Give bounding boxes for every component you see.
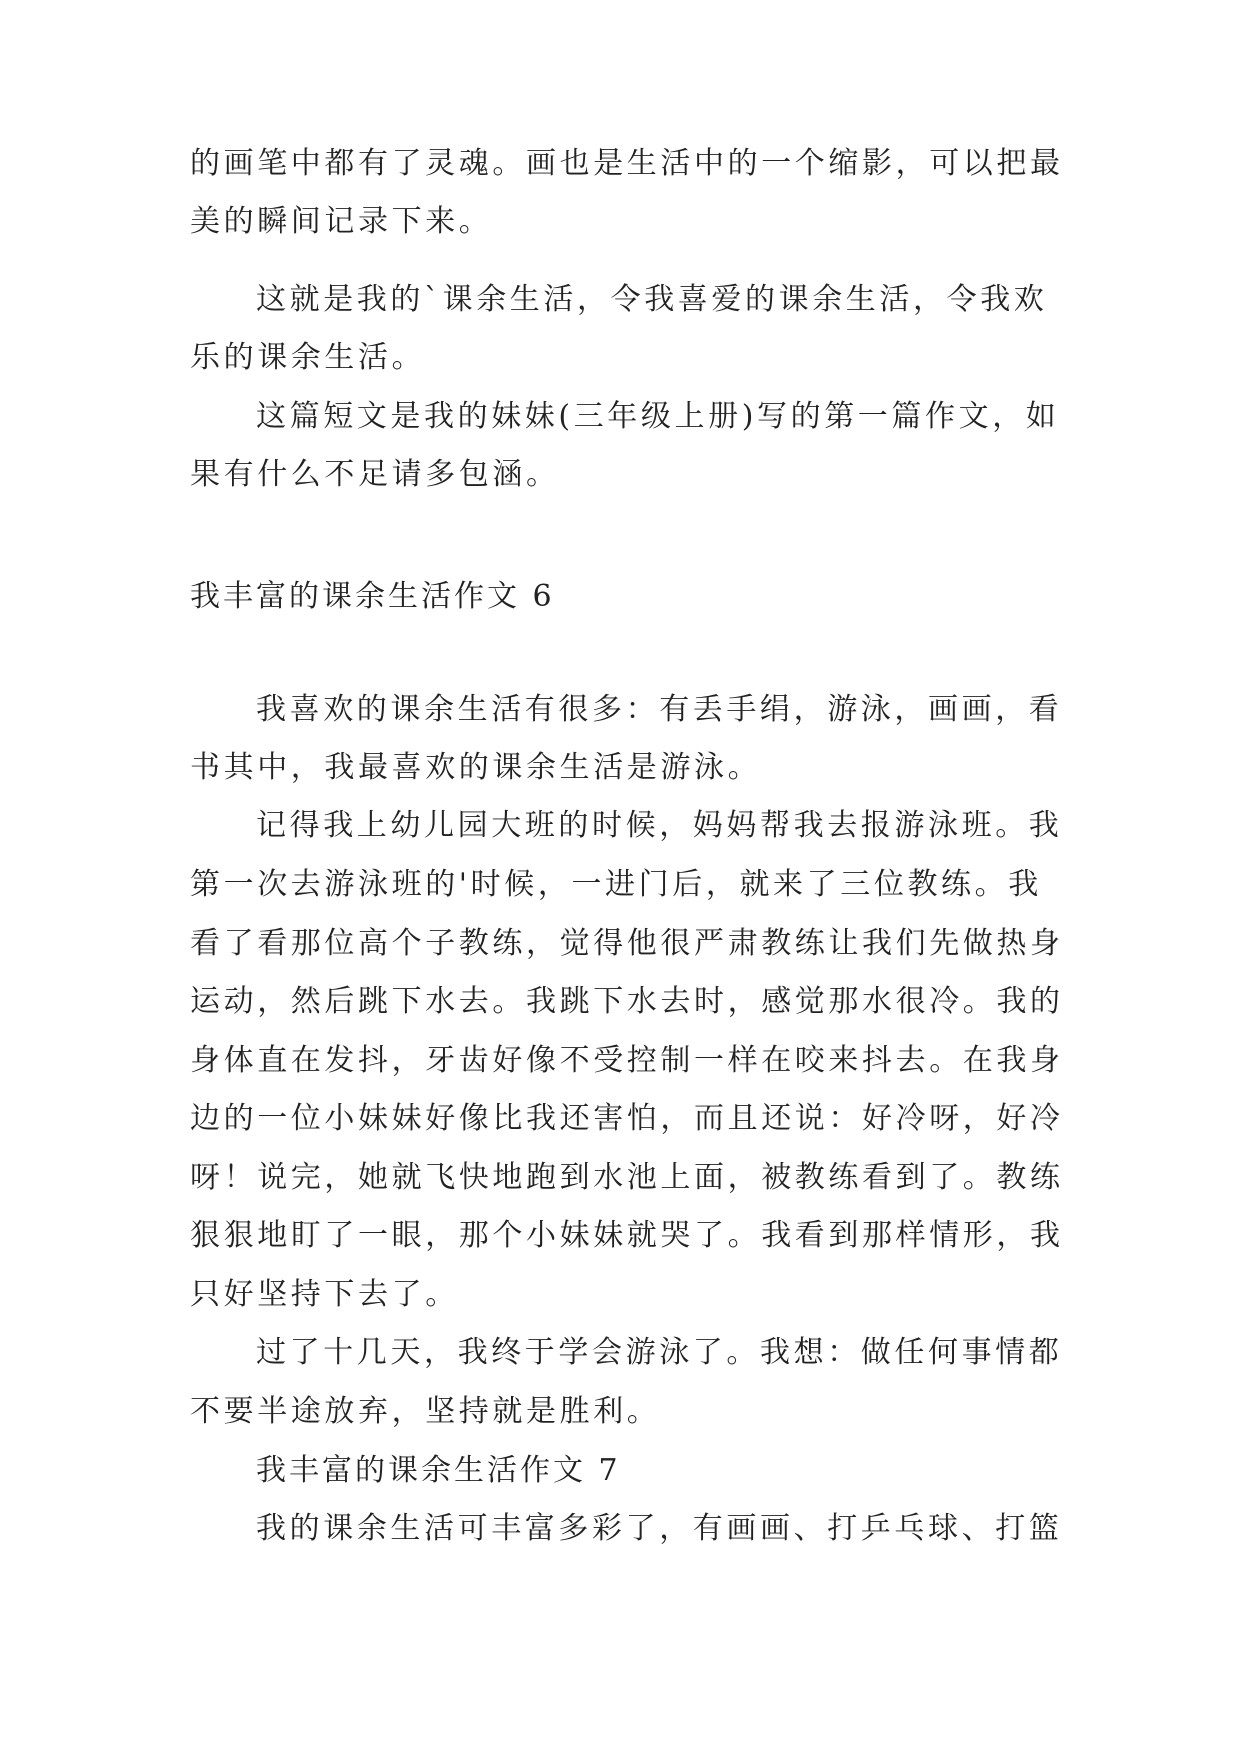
paragraph-line: 不要半途放弃，坚持就是胜利。 — [190, 1394, 661, 1429]
paragraph-line: 只好坚持下去了。 — [190, 1277, 459, 1312]
paragraph-line: 运动，然后跳下水去。我跳下水去时，感觉那水很冷。我的 — [190, 984, 1064, 1019]
paragraph-line: 狠狠地盯了一眼，那个小妹妹就哭了。我看到那样情形，我 — [190, 1218, 1064, 1253]
paragraph-line: 过了十几天，我终于学会游泳了。我想：做任何事情都 — [256, 1335, 1063, 1370]
section-heading: 我丰富的课余生活作文 7 — [256, 1453, 621, 1488]
paragraph-line: 我的课余生活可丰富多彩了，有画画、打乒乓球、打篮 — [256, 1511, 1063, 1546]
paragraph-line: 这篇短文是我的妹妹(三年级上册)写的第一篇作文，如 — [256, 399, 1060, 434]
paragraph-line: 看了看那位高个子教练，觉得他很严肃教练让我们先做热身 — [190, 926, 1064, 961]
paragraph-line: 第一次去游泳班的'时候，一进门后，就来了三位教练。我 — [190, 867, 1042, 902]
paragraph-line: 果有什么不足请多包涵。 — [190, 457, 560, 492]
paragraph-line: 边的一位小妹妹好像比我还害怕，而且还说：好冷呀，好冷 — [190, 1101, 1064, 1136]
paragraph-line: 乐的课余生活。 — [190, 340, 426, 375]
paragraph-line: 我喜欢的课余生活有很多：有丢手绢，游泳，画画，看 — [256, 692, 1063, 727]
paragraph-line: 记得我上幼儿园大班的时候，妈妈帮我去报游泳班。我 — [256, 808, 1063, 843]
paragraph-line: 身体直在发抖，牙齿好像不受控制一样在咬来抖去。在我身 — [190, 1043, 1064, 1078]
section-heading: 我丰富的课余生活作文 6 — [190, 579, 555, 614]
paragraph-line: 美的瞬间记录下来。 — [190, 204, 493, 239]
paragraph-line: 这就是我的`课余生活，令我喜爱的课余生活，令我欢 — [256, 282, 1048, 317]
paragraph-line: 的画笔中都有了灵魂。画也是生活中的一个缩影，可以把最 — [190, 146, 1064, 181]
paragraph-line: 书其中，我最喜欢的课余生活是游泳。 — [190, 750, 762, 785]
paragraph-line: 呀！说完，她就飞快地跑到水池上面，被教练看到了。教练 — [190, 1160, 1064, 1195]
